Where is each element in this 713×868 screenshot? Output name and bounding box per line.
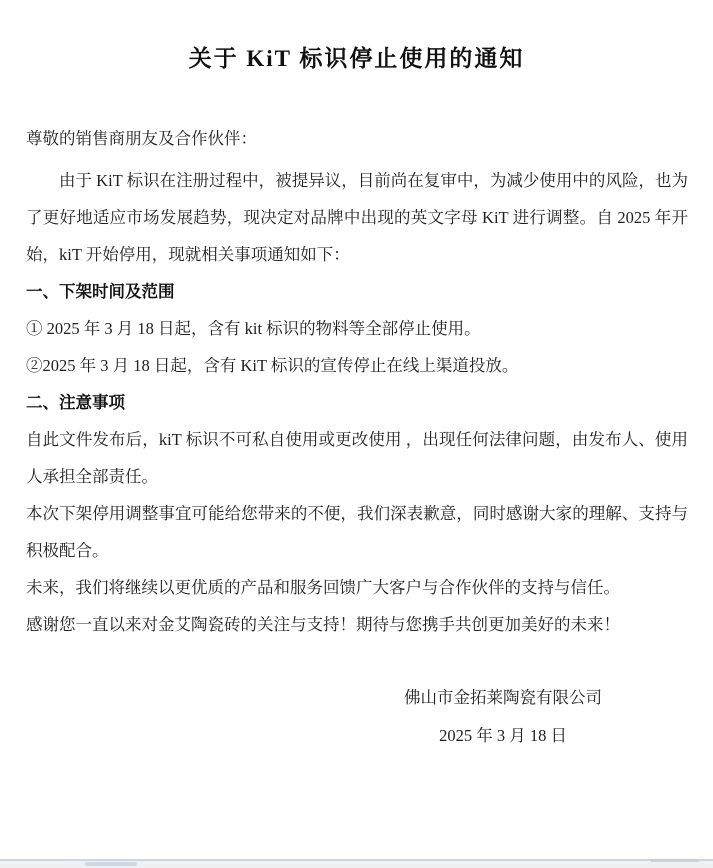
horizontal-scrollbar-track — [0, 859, 713, 868]
section-2-paragraph-1: 自此文件发布后，kiT 标识不可私自使用或更改使用 ，出现任何法律问题，由发布人、使用人承担全部责任。 — [26, 430, 688, 486]
intro-paragraph: 由于 KiT 标识在注册过程中，被提异议，目前尚在复审中，为减少使用中的风险，也为了更好地适应市场发展趋势，现决定对品牌中出现的英文字母 KiT 进行调整。自 2025 年开始，kiT 开始停用，现就相关事项通知如下： — [26, 171, 688, 264]
closing-paragraph-2: 感谢您一直以来对金艾陶瓷砖的关注与支持！期待与您携手共创更加美好的未来！ — [26, 615, 620, 634]
salutation: 尊敬的销售商朋友及合作伙伴： — [26, 129, 257, 148]
signature-company: 佛山市金拓莱陶瓷有限公司 — [404, 688, 602, 707]
notice-body — [26, 120, 688, 745]
section-1-item-1: ① 2025 年 3 月 18 日起，含有 kit 标识的物料等全部停止使用。 — [26, 319, 481, 338]
closing-paragraph-1: 未来，我们将继续以更优质的产品和服务回馈广大客户与合作伙伴的支持与信任。 — [26, 578, 620, 597]
signature-date: 2025 年 3 月 18 日 — [439, 726, 567, 745]
section-1-heading: 一、下架时间及范围 — [26, 282, 175, 301]
signature-block — [404, 679, 602, 755]
section-1-item-2: ②2025 年 3 月 18 日起，含有 KiT 标识的宣传停止在线上渠道投放。 — [26, 356, 519, 375]
notice-title: 关于 KiT 标识停止使用的通知 — [188, 46, 525, 71]
section-2-paragraph-2: 本次下架停用调整事宜可能给您带来的不便，我们深表歉意，同时感谢大家的理解、支持与积极配合。 — [26, 504, 688, 560]
section-2-heading: 二、注意事项 — [26, 393, 125, 412]
scrollbar-corner-shadow — [651, 859, 699, 862]
horizontal-scrollbar-thumb[interactable] — [85, 862, 137, 866]
